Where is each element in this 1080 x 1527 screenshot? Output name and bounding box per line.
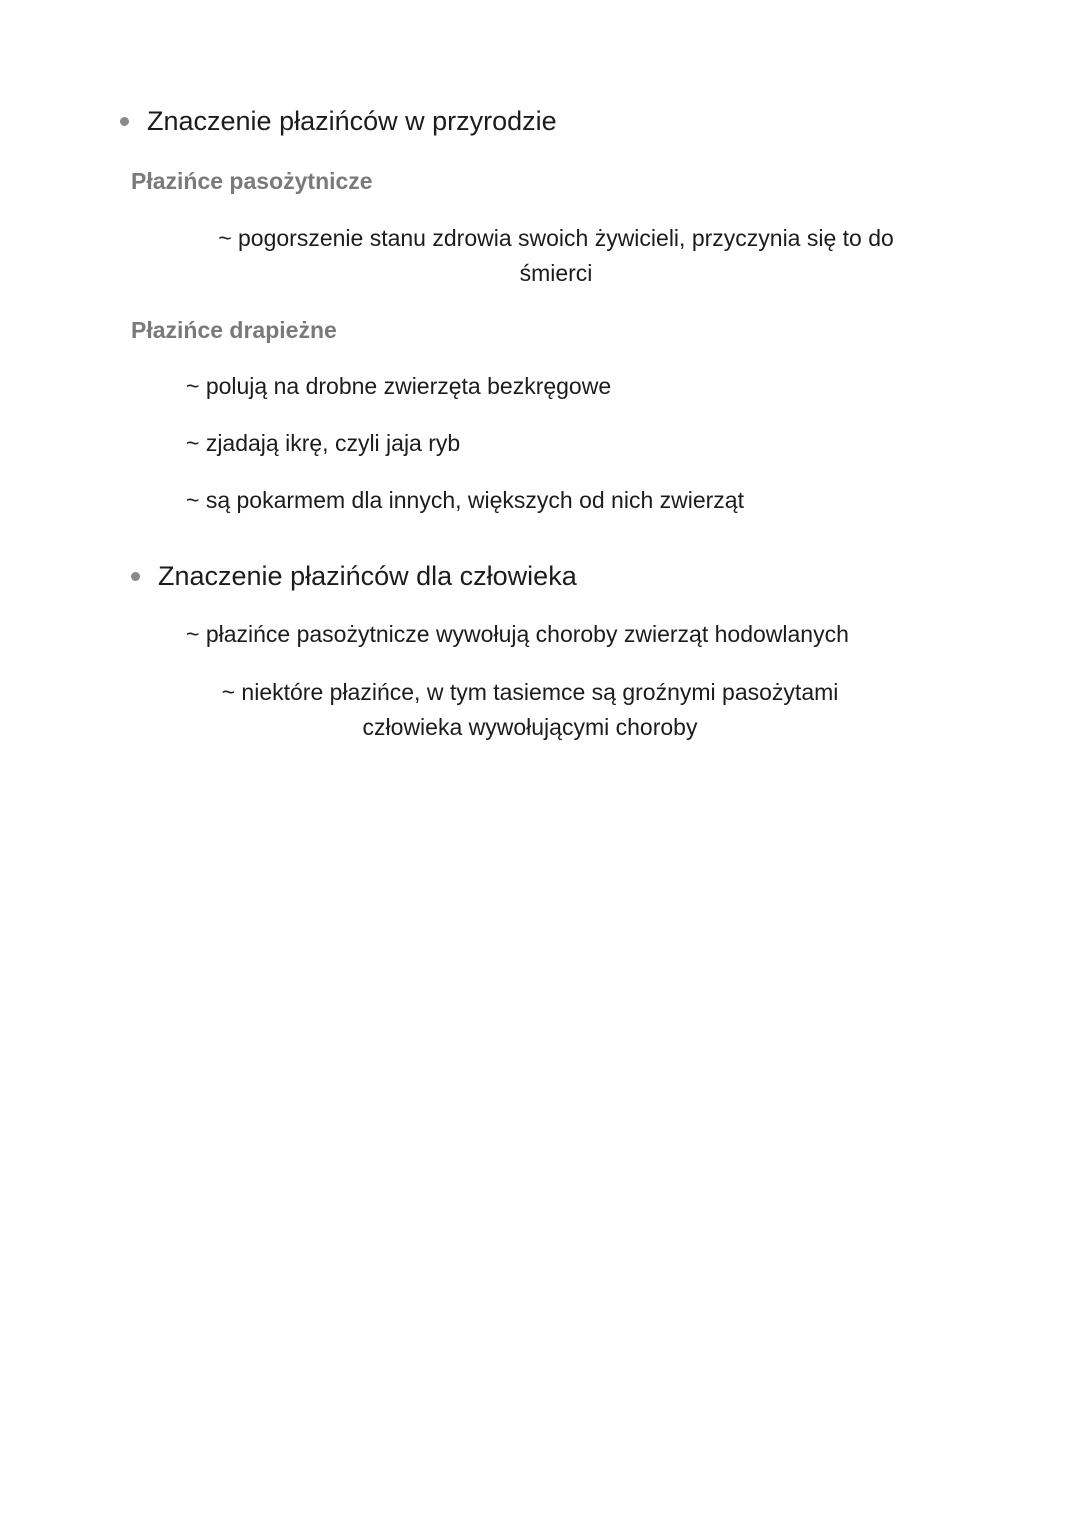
bullet-icon [120,117,129,126]
section-heading-nature [120,106,557,137]
item-parasitic-effect [130,221,982,291]
item-line: człowieka wywołującymi choroby [362,714,698,740]
heading-text: Znaczenie płazińców w przyrodzie [147,106,557,136]
item-line: śmierci [519,260,593,286]
bullet-icon [131,572,140,581]
list-item: ~ płazińce pasożytnicze wywołują choroby zwierząt hodowlanych [186,621,849,647]
list-item: ~ polują na drobne zwierzęta bezkręgowe [186,373,612,399]
list-item: ~ zjadają ikrę, czyli jaja ryb [186,430,461,456]
heading-text: Znaczenie płazińców dla człowieka [158,561,577,591]
section-heading-human [131,561,577,592]
subheading-parasitic: Płazińce pasożytnicze [131,168,373,194]
item-line: ~ niektóre płazińce, w tym tasiemce są groźnymi pasożytami [221,679,839,705]
list-item: ~ są pokarmem dla innych, większych od nich zwierząt [186,487,744,513]
subheading-predatory: Płazińce drapieżne [131,317,337,343]
item-line: ~ pogorszenie stanu zdrowia swoich żywicieli, przyczynia się to do [218,225,894,251]
item-human-parasites [180,675,880,745]
